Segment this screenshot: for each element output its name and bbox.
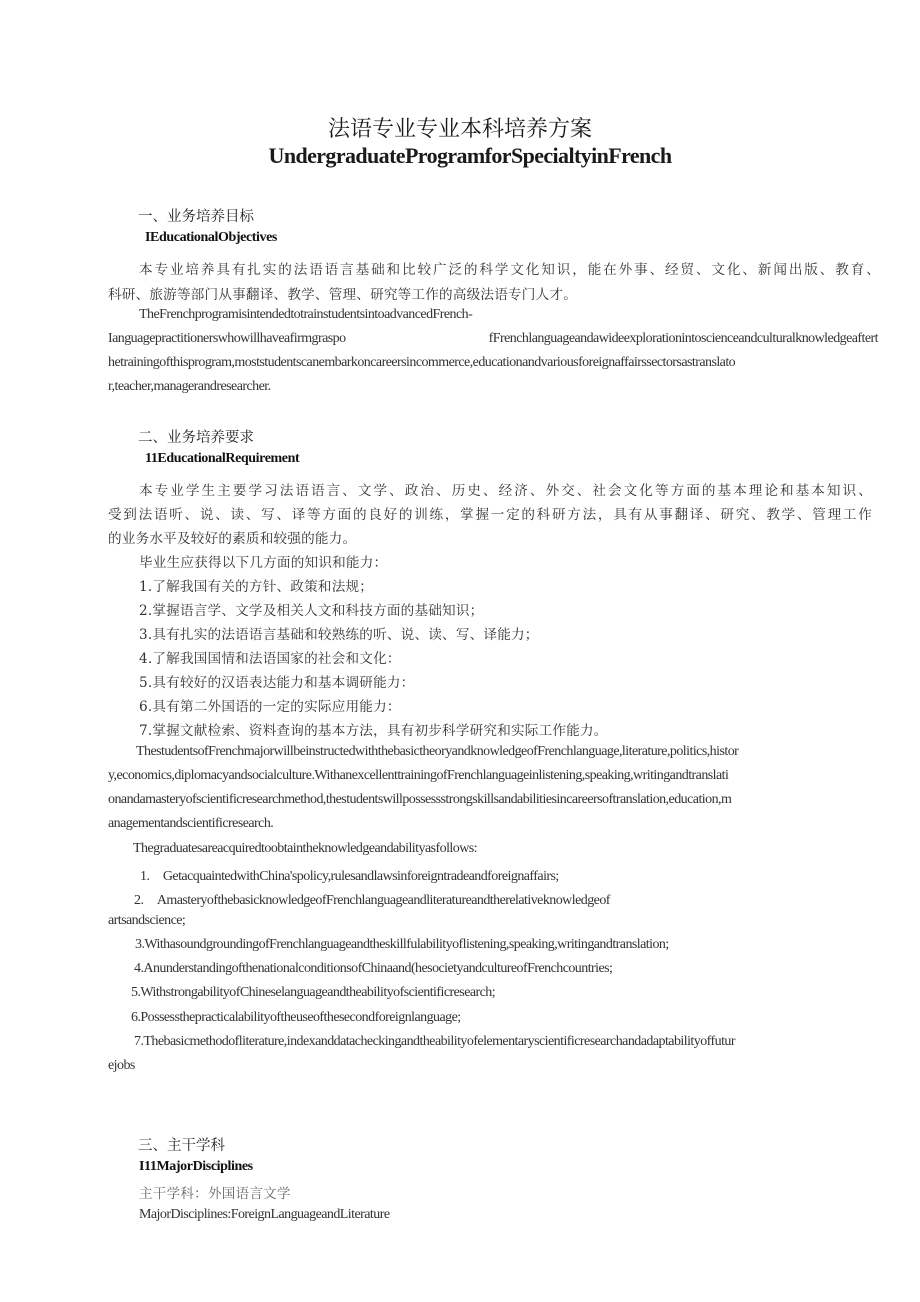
- section2-list-item-english: 1. GetacquaintedwithChina'spolicy,rulesandlawsinforeigntradeandforeignaffairs;: [140, 869, 559, 884]
- section2-list-item-english: artsandscience;: [108, 913, 186, 928]
- section2-list-item-english: 3.WithasoundgroundingofFrenchlanguageandtheskillfulabilityoflistening,speaking,writingandtranslation;: [135, 937, 669, 952]
- section2-heading-chinese: 二、业务培养要求: [138, 430, 254, 446]
- section2-list-item-english: 6.Possessthepracticalabilityoftheuseofthesecondforeignlanguage;: [131, 1010, 461, 1025]
- section2-intro-chinese: 毕业生应获得以下几方面的知识和能力：: [139, 555, 388, 571]
- section2-list-item-chinese: 2.掌握语言学、文学及相关人文和科技方面的基础知识；: [139, 603, 484, 619]
- section2-list-item-chinese: 7.掌握文献检索、资料查询的基本方法，具有初步科学研究和实际工作能力。: [139, 723, 608, 739]
- page-title-english: UndergraduateProgramforSpecialtyinFrench: [268, 143, 672, 168]
- section2-list-item-chinese: 5.具有较好的汉语表达能力和基本调研能力：: [139, 675, 415, 691]
- section1-heading-english: IEducationalObjectives: [145, 230, 277, 245]
- section2-list-item-chinese: 6.具有第二外国语的一定的实际应用能力：: [139, 699, 401, 715]
- section1-paragraph-chinese-line: 本专业培养具有扎实的法语语言基础和比较广泛的科学文化知识，能在外事、经贸、文化、新闻出版、教育、: [139, 262, 880, 278]
- section2-list-item-english: 5.WithstrongabilityofChineselanguageandtheabilityofscientificresearch;: [131, 985, 496, 1000]
- section2-paragraph-english-line: ThestudentsofFrenchmajorwillbeinstructedwiththebasictheoryandknowledgeofFrenchlanguage,literature,politics,histor: [136, 744, 739, 759]
- section2-intro-english: Thegraduatesareacquiredtoobtaintheknowledgeandabilityasfollows:: [133, 841, 477, 856]
- section1-paragraph-chinese-line: 科研、旅游等部门从事翻译、教学、管理、研究等工作的高级法语专门人才。: [108, 287, 577, 303]
- section1-paragraph-english-line: r,teacher,managerandresearcher.: [108, 379, 271, 394]
- section2-heading-english: 11EducationalRequirement: [145, 451, 300, 466]
- section3-line-english: MajorDisciplines:ForeignLanguageandLiterature: [139, 1207, 390, 1222]
- section2-paragraph-chinese-line: 的业务水平及较好的素质和较强的能力。: [108, 531, 357, 547]
- section2-paragraph-chinese-line: 受到法语听、说、读、写、译等方面的良好的训练，掌握一定的科研方法，具有从事翻译、研究、教学、管理工作: [108, 507, 872, 523]
- section2-list-item-english: 4.AnunderstandingofthenationalconditionsofChinaand(hesocietyandcultureofFrenchcountries;: [134, 961, 613, 976]
- section2-paragraph-english-line: anagementandscientificresearch.: [108, 816, 274, 831]
- section1-heading-chinese: 一、业务培养目标: [138, 209, 254, 225]
- page-title-chinese: 法语专业专业本科培养方案: [327, 117, 592, 142]
- section1-paragraph-english-line: TheFrenchprogramisintendedtotrainstudentsintoadvancedFrench-: [139, 307, 473, 322]
- section2-paragraph-english-line: y,economics,diplomacyandsocialculture.WithanexcellenttrainingofFrenchlanguageinlistening,speaking,writingandtranslati: [108, 768, 729, 783]
- section2-list-item-chinese: 1.了解我国有关的方针、政策和法规；: [139, 579, 374, 595]
- section3-line-chinese: 主干学科：外国语言文学: [139, 1186, 291, 1202]
- section2-list-item-english: 2. AmasteryofthebasicknowledgeofFrenchlanguageandliteratureandtherelativeknowledgeof: [134, 893, 610, 908]
- section2-list-item-english: 7.Thebasicmethodofliterature,indexanddatacheckingandtheabilityofelementaryscientificresearchandadaptabilityoffutur: [134, 1034, 735, 1049]
- section2-list-item-english: ejobs: [108, 1058, 135, 1073]
- section2-paragraph-chinese-line: 本专业学生主要学习法语语言、文学、政治、历史、经济、外交、社会文化等方面的基本理论和基本知识、: [139, 483, 872, 499]
- section3-heading-english: I11MajorDisciplines: [139, 1159, 253, 1174]
- section2-list-item-chinese: 3.具有扎实的法语语言基础和较熟练的听、说、读、写、译能力；: [139, 627, 539, 643]
- section3-heading-chinese: 三、主干学科: [138, 1138, 225, 1154]
- section2-list-item-chinese: 4.了解我国国情和法语国家的社会和文化：: [139, 651, 401, 667]
- section1-paragraph-english-line: Ianguagepractitionerswhowillhaveafirmgraspo fFrenchlanguageandawideexplorationintoscienceandculturalknowledgeaftert: [108, 331, 878, 346]
- section1-paragraph-english-line: hetrainingofthisprogram,moststudentscanembarkoncareersincommerce,educationandvariousforeignaffairssectorsastranslato: [108, 355, 736, 370]
- section2-paragraph-english-line: onandamasteryofscientificresearchmethod,thestudentswillpossessstrongskillsandabilitiesincareersoftranslation,education,m: [108, 792, 732, 807]
